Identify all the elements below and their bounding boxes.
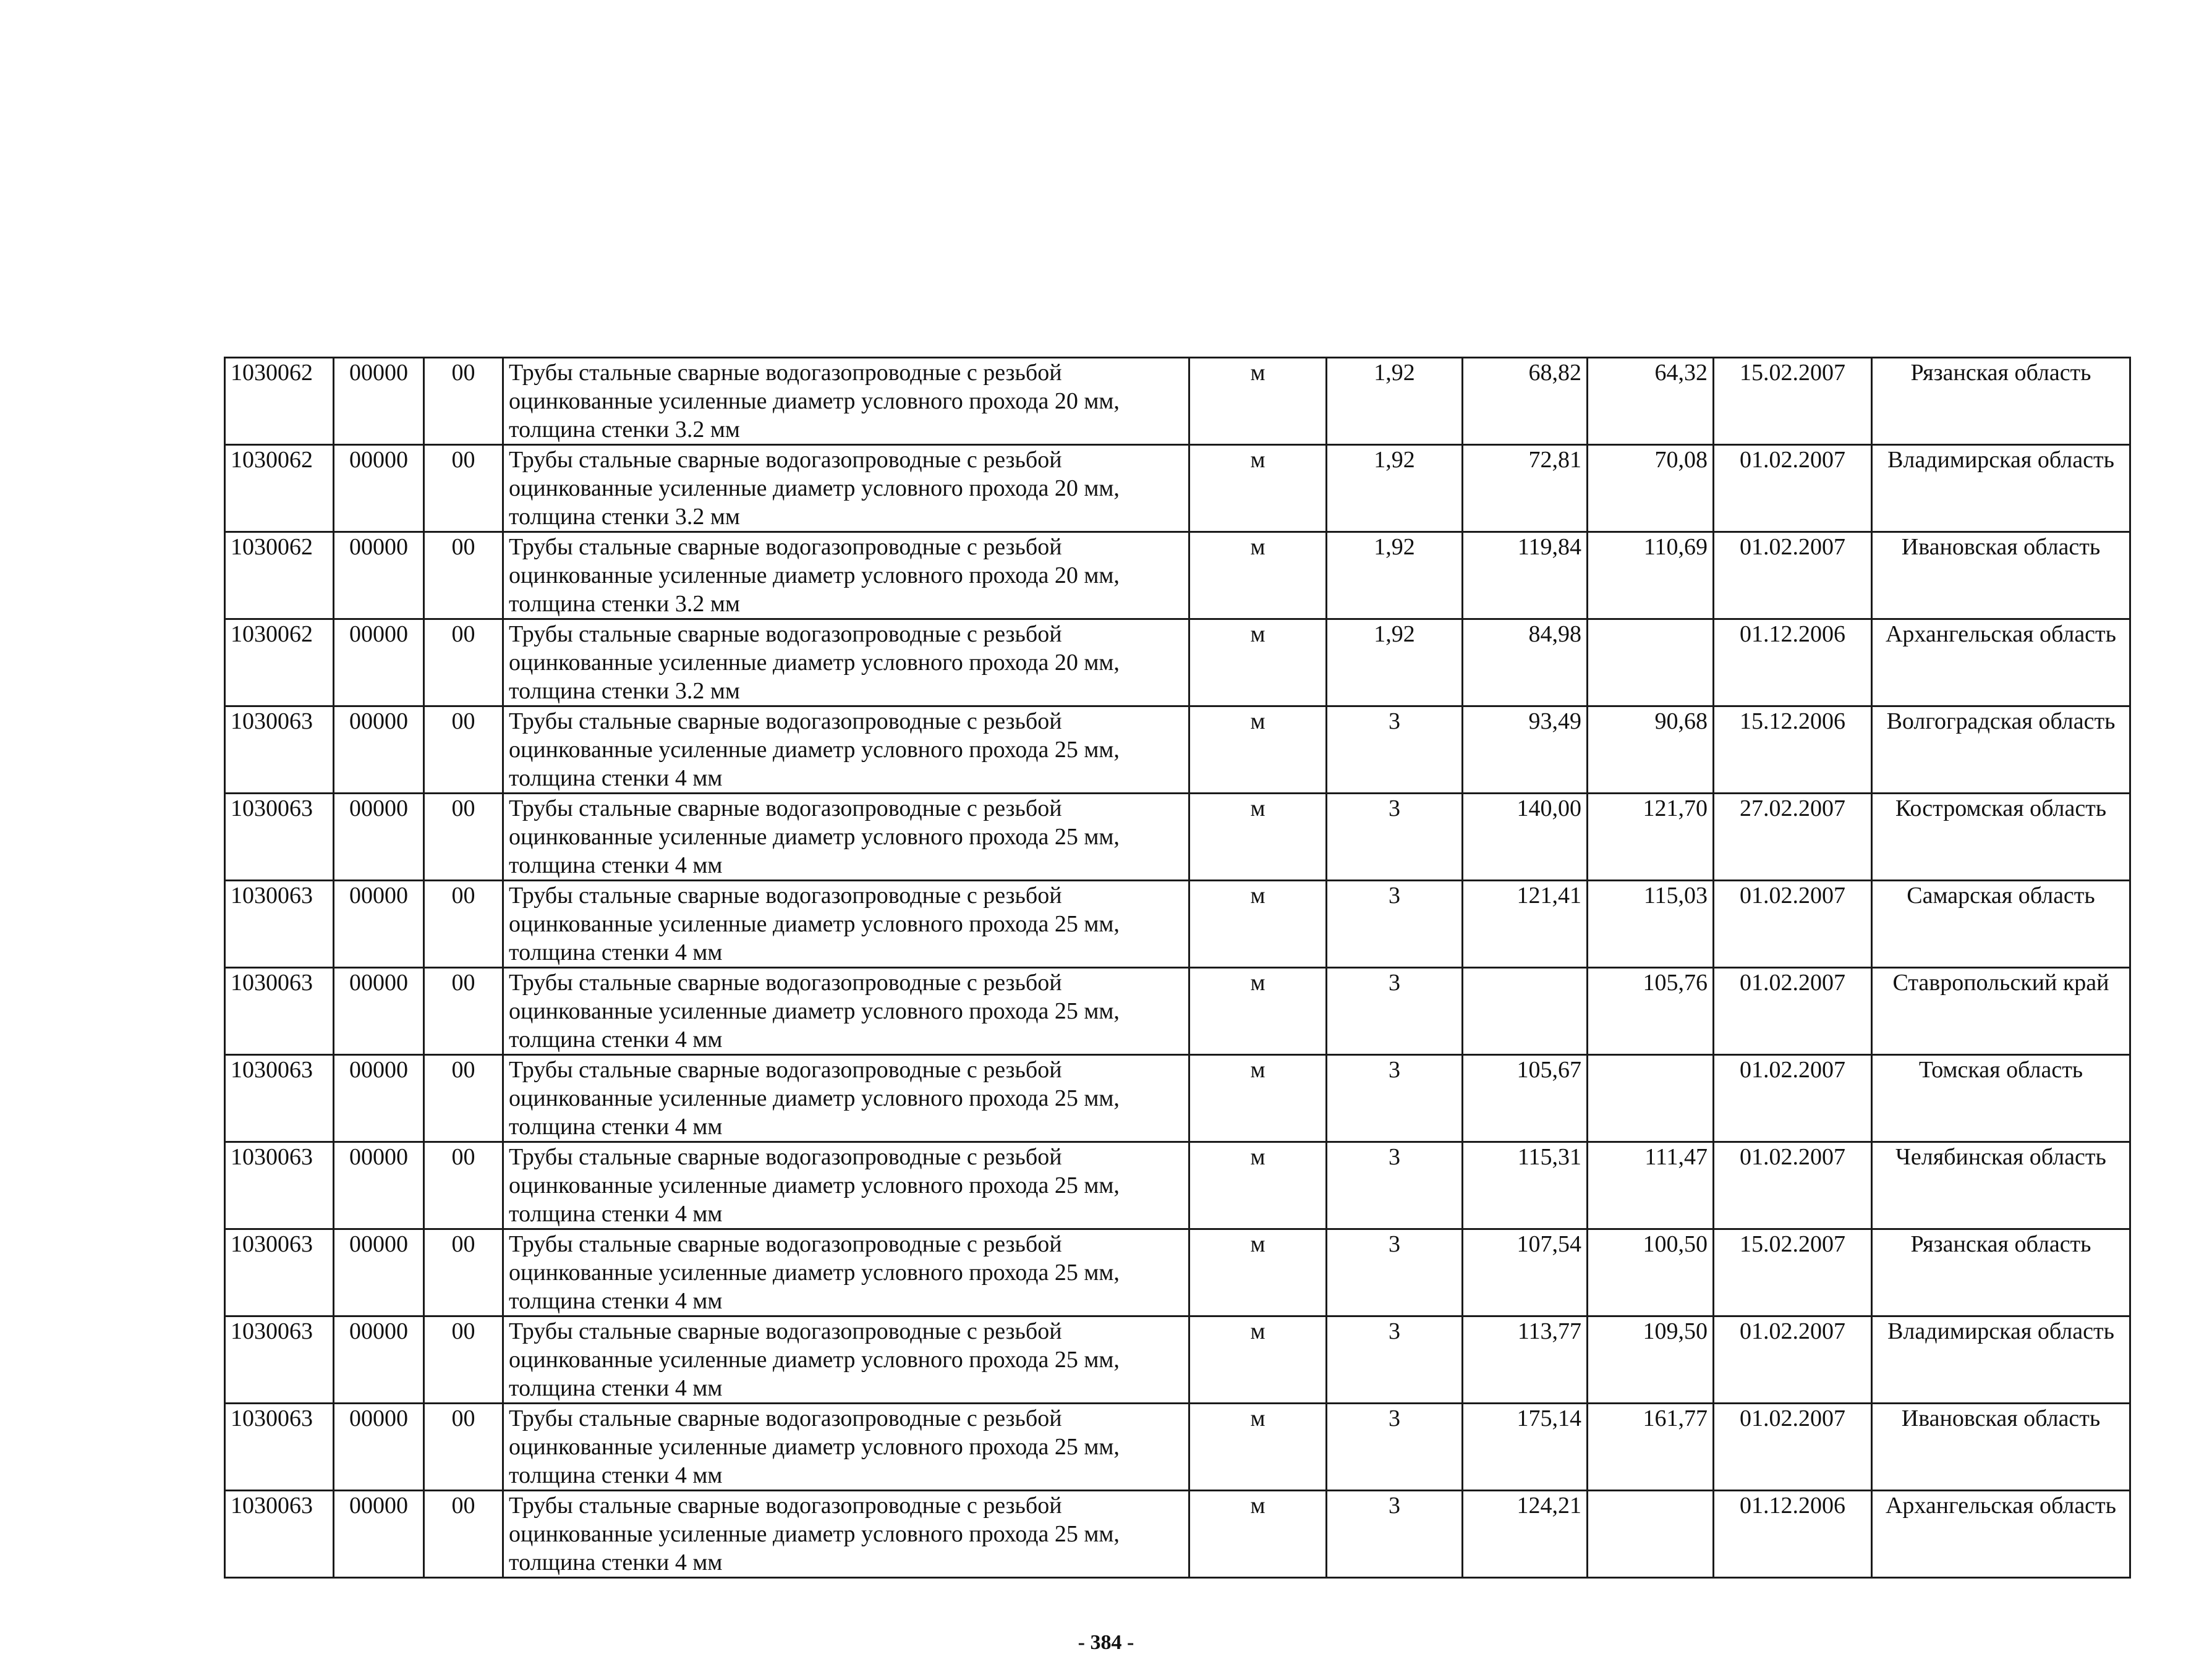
table-row — [225, 881, 2130, 968]
price-2-cell: 115,03 — [1588, 881, 1714, 968]
price-1-cell: 124,21 — [1463, 1491, 1588, 1578]
subcode-cell: 00000 — [334, 706, 424, 794]
subcode-cell: 00000 — [334, 1055, 424, 1142]
unit-cell: м — [1189, 1229, 1327, 1316]
quantity-cell: 3 — [1327, 706, 1463, 794]
quantity-cell: 1,92 — [1327, 619, 1463, 706]
price-2-cell: 109,50 — [1588, 1316, 1714, 1404]
unit-cell: м — [1189, 532, 1327, 619]
quantity-cell: 1,92 — [1327, 445, 1463, 532]
table-row — [225, 968, 2130, 1055]
table-row — [225, 1316, 2130, 1404]
variant-cell: 00 — [424, 1055, 503, 1142]
variant-cell: 00 — [424, 532, 503, 619]
price-2-cell: 90,68 — [1588, 706, 1714, 794]
subcode-cell: 00000 — [334, 794, 424, 881]
table-row — [225, 794, 2130, 881]
quantity-cell: 3 — [1327, 1491, 1463, 1578]
date-cell: 01.02.2007 — [1714, 1316, 1872, 1404]
resource-code-cell: 1030063 — [225, 1055, 334, 1142]
table-row — [225, 445, 2130, 532]
variant-cell: 00 — [424, 358, 503, 445]
table-row — [225, 706, 2130, 794]
price-2-cell — [1588, 1055, 1714, 1142]
quantity-cell: 3 — [1327, 1142, 1463, 1229]
resource-code-cell: 1030063 — [225, 1229, 334, 1316]
date-cell: 01.02.2007 — [1714, 881, 1872, 968]
table-row — [225, 1142, 2130, 1229]
table-row — [225, 1491, 2130, 1578]
subcode-cell: 00000 — [334, 1142, 424, 1229]
description-cell: Трубы стальные сварные водогазопроводные с резьбой оцинкованные усиленные диаметр условного прохода 25 мм, толщина стенки 4 мм — [503, 1055, 1189, 1142]
unit-cell: м — [1189, 881, 1327, 968]
description-cell: Трубы стальные сварные водогазопроводные с резьбой оцинкованные усиленные диаметр условного прохода 25 мм, толщина стенки 4 мм — [503, 706, 1189, 794]
subcode-cell: 00000 — [334, 619, 424, 706]
unit-cell: м — [1189, 619, 1327, 706]
region-cell: Ставропольский край — [1872, 968, 2130, 1055]
resource-code-cell: 1030062 — [225, 445, 334, 532]
unit-cell: м — [1189, 358, 1327, 445]
region-cell: Ивановская область — [1872, 532, 2130, 619]
region-cell: Костромская область — [1872, 794, 2130, 881]
unit-cell: м — [1189, 794, 1327, 881]
price-1-cell: 113,77 — [1463, 1316, 1588, 1404]
table-row — [225, 532, 2130, 619]
price-2-cell — [1588, 619, 1714, 706]
resource-code-cell: 1030063 — [225, 1142, 334, 1229]
price-2-cell: 100,50 — [1588, 1229, 1714, 1316]
subcode-cell: 00000 — [334, 358, 424, 445]
price-1-cell: 105,67 — [1463, 1055, 1588, 1142]
subcode-cell: 00000 — [334, 445, 424, 532]
date-cell: 15.12.2006 — [1714, 706, 1872, 794]
region-cell: Ивановская область — [1872, 1404, 2130, 1491]
description-cell: Трубы стальные сварные водогазопроводные с резьбой оцинкованные усиленные диаметр условного прохода 20 мм, толщина стенки 3.2 мм — [503, 619, 1189, 706]
date-cell: 01.02.2007 — [1714, 1055, 1872, 1142]
price-1-cell: 175,14 — [1463, 1404, 1588, 1491]
region-cell: Владимирская область — [1872, 445, 2130, 532]
resource-code-cell: 1030062 — [225, 358, 334, 445]
unit-cell: м — [1189, 1316, 1327, 1404]
price-table — [224, 357, 2131, 1579]
resource-code-cell: 1030063 — [225, 794, 334, 881]
date-cell: 01.02.2007 — [1714, 1142, 1872, 1229]
date-cell: 01.02.2007 — [1714, 532, 1872, 619]
table-row — [225, 1404, 2130, 1491]
variant-cell: 00 — [424, 794, 503, 881]
variant-cell: 00 — [424, 1491, 503, 1578]
price-1-cell: 115,31 — [1463, 1142, 1588, 1229]
table-row — [225, 619, 2130, 706]
region-cell: Волгоградская область — [1872, 706, 2130, 794]
price-2-cell — [1588, 1491, 1714, 1578]
variant-cell: 00 — [424, 1404, 503, 1491]
resource-code-cell: 1030063 — [225, 706, 334, 794]
price-2-cell: 105,76 — [1588, 968, 1714, 1055]
price-1-cell: 72,81 — [1463, 445, 1588, 532]
table-row — [225, 1229, 2130, 1316]
description-cell: Трубы стальные сварные водогазопроводные с резьбой оцинкованные усиленные диаметр условного прохода 25 мм, толщина стенки 4 мм — [503, 1316, 1189, 1404]
region-cell: Самарская область — [1872, 881, 2130, 968]
quantity-cell: 1,92 — [1327, 358, 1463, 445]
region-cell: Рязанская область — [1872, 1229, 2130, 1316]
price-1-cell: 107,54 — [1463, 1229, 1588, 1316]
subcode-cell: 00000 — [334, 1316, 424, 1404]
unit-cell: м — [1189, 1055, 1327, 1142]
price-2-cell: 110,69 — [1588, 532, 1714, 619]
unit-cell: м — [1189, 968, 1327, 1055]
resource-code-cell: 1030063 — [225, 1491, 334, 1578]
description-cell: Трубы стальные сварные водогазопроводные с резьбой оцинкованные усиленные диаметр условного прохода 20 мм, толщина стенки 3.2 мм — [503, 532, 1189, 619]
price-2-cell: 70,08 — [1588, 445, 1714, 532]
region-cell: Архангельская область — [1872, 619, 2130, 706]
table-row — [225, 358, 2130, 445]
unit-cell: м — [1189, 1404, 1327, 1491]
resource-code-cell: 1030063 — [225, 1316, 334, 1404]
subcode-cell: 00000 — [334, 881, 424, 968]
description-cell: Трубы стальные сварные водогазопроводные с резьбой оцинкованные усиленные диаметр условного прохода 25 мм, толщина стенки 4 мм — [503, 1491, 1189, 1578]
quantity-cell: 3 — [1327, 1316, 1463, 1404]
unit-cell: м — [1189, 1491, 1327, 1578]
resource-code-cell: 1030063 — [225, 881, 334, 968]
variant-cell: 00 — [424, 445, 503, 532]
table-row — [225, 1055, 2130, 1142]
quantity-cell: 3 — [1327, 1229, 1463, 1316]
region-cell: Рязанская область — [1872, 358, 2130, 445]
description-cell: Трубы стальные сварные водогазопроводные с резьбой оцинкованные усиленные диаметр условного прохода 25 мм, толщина стенки 4 мм — [503, 881, 1189, 968]
page-number: - 384 - — [1078, 1631, 1134, 1654]
date-cell: 01.12.2006 — [1714, 1491, 1872, 1578]
date-cell: 01.12.2006 — [1714, 619, 1872, 706]
price-1-cell: 140,00 — [1463, 794, 1588, 881]
variant-cell: 00 — [424, 1229, 503, 1316]
description-cell: Трубы стальные сварные водогазопроводные с резьбой оцинкованные усиленные диаметр условного прохода 25 мм, толщина стенки 4 мм — [503, 1142, 1189, 1229]
region-cell: Архангельская область — [1872, 1491, 2130, 1578]
subcode-cell: 00000 — [334, 1229, 424, 1316]
quantity-cell: 1,92 — [1327, 532, 1463, 619]
variant-cell: 00 — [424, 619, 503, 706]
price-1-cell: 119,84 — [1463, 532, 1588, 619]
region-cell: Владимирская область — [1872, 1316, 2130, 1404]
price-2-cell: 121,70 — [1588, 794, 1714, 881]
date-cell: 15.02.2007 — [1714, 358, 1872, 445]
resource-code-cell: 1030063 — [225, 1404, 334, 1491]
variant-cell: 00 — [424, 881, 503, 968]
price-2-cell: 111,47 — [1588, 1142, 1714, 1229]
date-cell: 15.02.2007 — [1714, 1229, 1872, 1316]
price-1-cell: 93,49 — [1463, 706, 1588, 794]
quantity-cell: 3 — [1327, 1404, 1463, 1491]
quantity-cell: 3 — [1327, 881, 1463, 968]
price-1-cell: 121,41 — [1463, 881, 1588, 968]
quantity-cell: 3 — [1327, 1055, 1463, 1142]
unit-cell: м — [1189, 445, 1327, 532]
variant-cell: 00 — [424, 1316, 503, 1404]
price-1-cell: 84,98 — [1463, 619, 1588, 706]
resource-code-cell: 1030062 — [225, 532, 334, 619]
date-cell: 27.02.2007 — [1714, 794, 1872, 881]
table-body — [225, 358, 2130, 1578]
variant-cell: 00 — [424, 1142, 503, 1229]
region-cell: Челябинская область — [1872, 1142, 2130, 1229]
date-cell: 01.02.2007 — [1714, 445, 1872, 532]
resource-code-cell: 1030062 — [225, 619, 334, 706]
description-cell: Трубы стальные сварные водогазопроводные с резьбой оцинкованные усиленные диаметр условного прохода 25 мм, толщина стенки 4 мм — [503, 1404, 1189, 1491]
unit-cell: м — [1189, 706, 1327, 794]
subcode-cell: 00000 — [334, 968, 424, 1055]
date-cell: 01.02.2007 — [1714, 1404, 1872, 1491]
description-cell: Трубы стальные сварные водогазопроводные с резьбой оцинкованные усиленные диаметр условного прохода 25 мм, толщина стенки 4 мм — [503, 968, 1189, 1055]
quantity-cell: 3 — [1327, 968, 1463, 1055]
region-cell: Томская область — [1872, 1055, 2130, 1142]
description-cell: Трубы стальные сварные водогазопроводные с резьбой оцинкованные усиленные диаметр условного прохода 20 мм, толщина стенки 3.2 мм — [503, 445, 1189, 532]
unit-cell: м — [1189, 1142, 1327, 1229]
variant-cell: 00 — [424, 968, 503, 1055]
subcode-cell: 00000 — [334, 1404, 424, 1491]
price-1-cell: 68,82 — [1463, 358, 1588, 445]
subcode-cell: 00000 — [334, 532, 424, 619]
price-1-cell — [1463, 968, 1588, 1055]
description-cell: Трубы стальные сварные водогазопроводные с резьбой оцинкованные усиленные диаметр условного прохода 20 мм, толщина стенки 3.2 мм — [503, 358, 1189, 445]
subcode-cell: 00000 — [334, 1491, 424, 1578]
quantity-cell: 3 — [1327, 794, 1463, 881]
price-2-cell: 161,77 — [1588, 1404, 1714, 1491]
description-cell: Трубы стальные сварные водогазопроводные с резьбой оцинкованные усиленные диаметр условного прохода 25 мм, толщина стенки 4 мм — [503, 794, 1189, 881]
variant-cell: 00 — [424, 706, 503, 794]
date-cell: 01.02.2007 — [1714, 968, 1872, 1055]
description-cell: Трубы стальные сварные водогазопроводные с резьбой оцинкованные усиленные диаметр условного прохода 25 мм, толщина стенки 4 мм — [503, 1229, 1189, 1316]
resource-code-cell: 1030063 — [225, 968, 334, 1055]
price-2-cell: 64,32 — [1588, 358, 1714, 445]
